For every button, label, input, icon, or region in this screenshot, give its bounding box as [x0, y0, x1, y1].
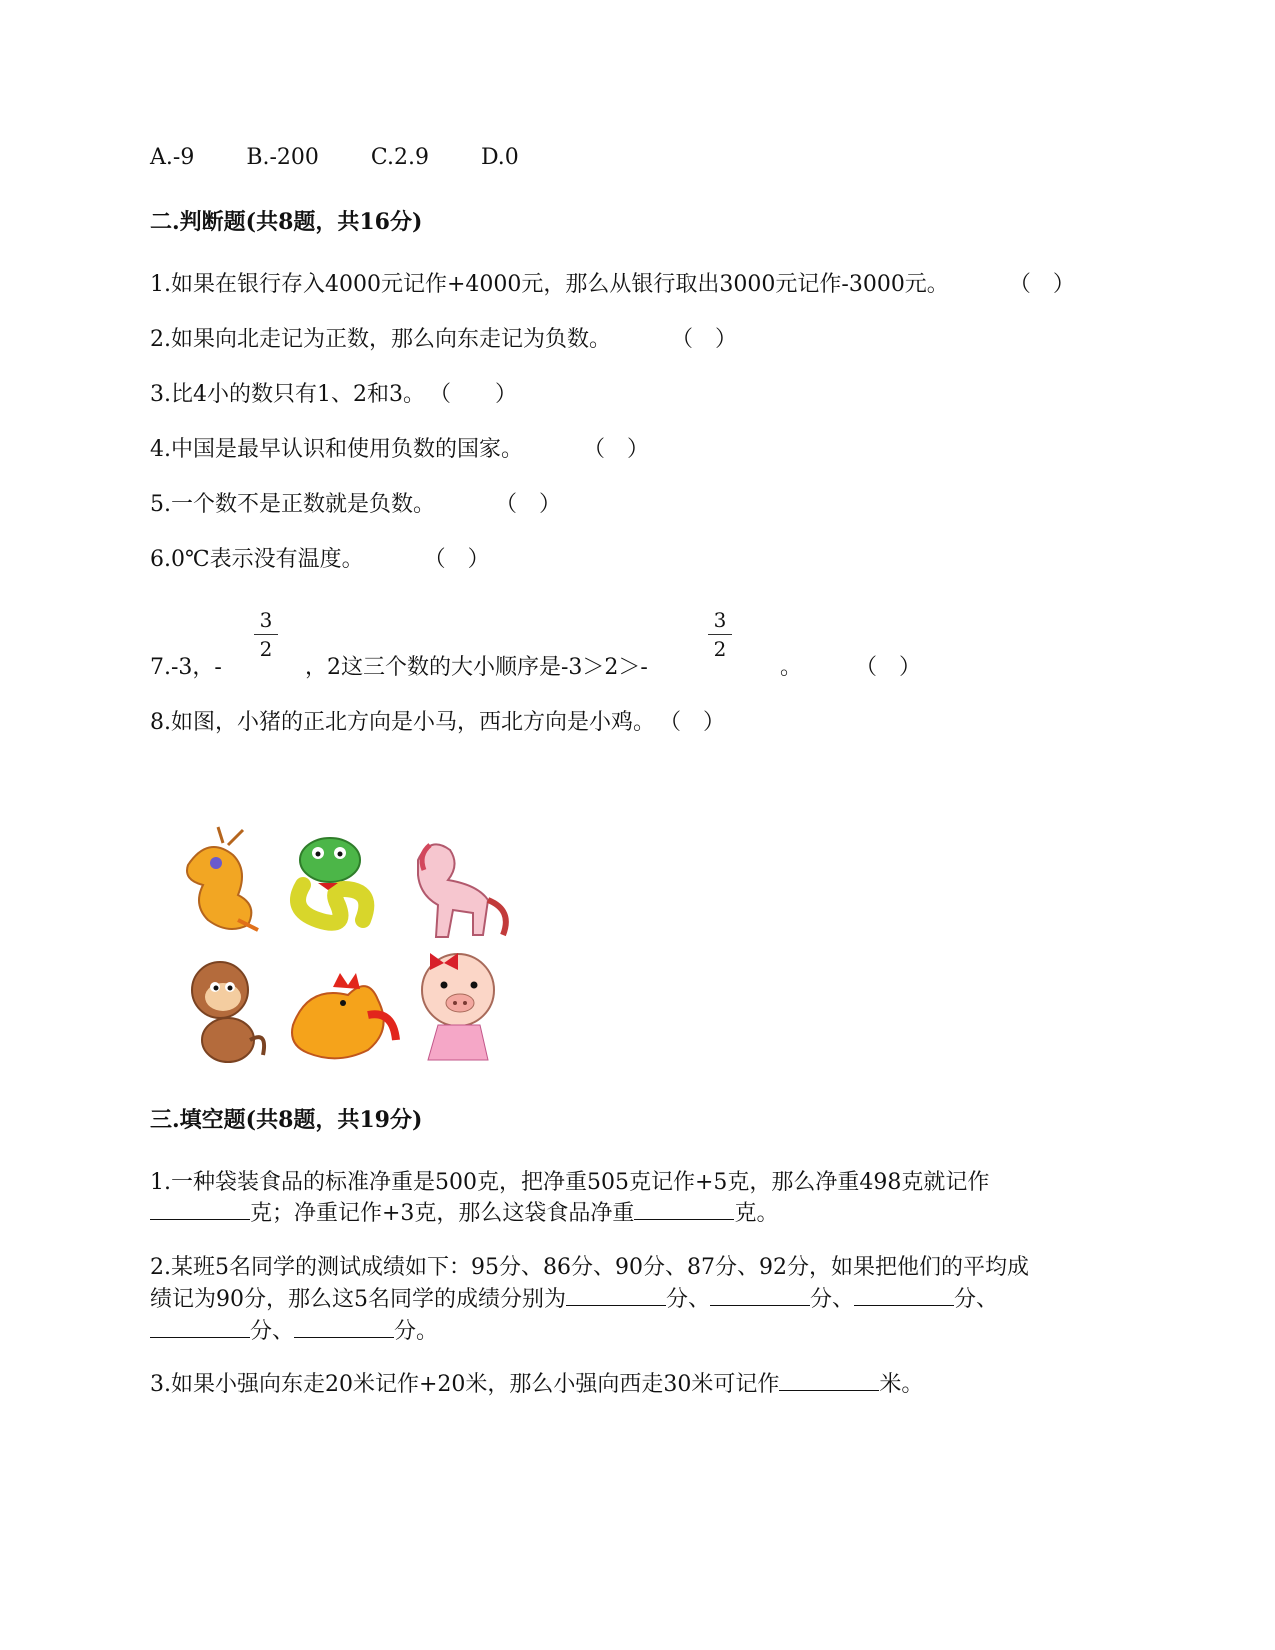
judgement-item	[150, 432, 649, 463]
fill-question-3	[150, 1367, 923, 1398]
horse-icon	[418, 844, 506, 937]
judgement-text: 6.0℃表示没有温度。	[150, 547, 364, 572]
fraction-bar	[254, 634, 278, 635]
answer-blank[interactable]	[779, 1368, 879, 1391]
judgement-text: 1.如果在银行存入4000元记作+4000元，那么从银行取出3000元记作-3000元。	[150, 272, 949, 297]
fraction-numerator: 3	[713, 608, 727, 632]
option-a: A.-9	[150, 145, 195, 170]
dragon-icon	[187, 827, 258, 930]
judgement-item	[150, 267, 1075, 298]
fill-text: 3.如果小强向东走20米记作+20米，那么小强向西走30米可记作	[150, 1372, 780, 1397]
section-title-judgement: 二.判断题(共8题，共16分)	[150, 209, 423, 235]
answer-parentheses[interactable]: （ ）	[855, 655, 922, 680]
answer-parentheses[interactable]: （ ）	[671, 327, 738, 352]
judgement-item	[150, 705, 725, 736]
judgement-text: 2.如果向北走记为正数，那么向东走记为负数。	[150, 327, 611, 352]
fill-text: 绩记为90分，那么这5名同学的成绩分别为	[150, 1287, 566, 1312]
judgement-text: 3.比4小的数只有1、2和3。	[150, 382, 425, 407]
monkey-icon	[192, 962, 264, 1062]
judgement-text: 4.中国是最早认识和使用负数的国家。	[150, 437, 523, 462]
judgement-item	[150, 377, 517, 408]
fraction-three-halves	[708, 608, 732, 661]
answer-parentheses[interactable]: （ ）	[495, 492, 562, 517]
answer-blank[interactable]	[150, 1197, 250, 1220]
judgement-text: 5.一个数不是正数就是负数。	[150, 492, 435, 517]
fill-question-2-line1: 2.某班5名同学的测试成绩如下：95分、86分、90分、87分、92分，如果把他们的平均成	[150, 1255, 1029, 1280]
judgement-text: 8.如图，小猪的正北方向是小马，西北方向是小鸡。	[150, 710, 655, 735]
answer-blank[interactable]	[854, 1283, 954, 1306]
answer-blank[interactable]	[294, 1315, 394, 1338]
option-b: B.-200	[246, 145, 319, 170]
option-c: C.2.9	[370, 145, 429, 170]
pig-icon	[422, 953, 494, 1060]
fill-question-2-line2	[150, 1282, 998, 1313]
answer-blank[interactable]	[634, 1197, 734, 1220]
fraction-bar	[708, 634, 732, 635]
fraction-denominator: 2	[713, 637, 727, 661]
fill-text: 克；净重记作+3克，那么这袋食品净重	[250, 1201, 635, 1226]
fill-text: 分、	[810, 1287, 855, 1312]
fraction-numerator: 3	[259, 608, 273, 632]
judgement-item	[150, 487, 561, 518]
answer-parentheses[interactable]: （ ）	[1008, 272, 1075, 297]
judgement-item	[150, 322, 737, 353]
fill-text: 米。	[879, 1372, 924, 1397]
fraction-denominator: 2	[259, 637, 273, 661]
rooster-icon	[292, 973, 396, 1058]
section-title-fill-in: 三.填空题(共8题，共19分)	[150, 1107, 423, 1133]
fill-text: 分、	[954, 1287, 999, 1312]
answer-blank[interactable]	[566, 1283, 666, 1306]
answer-parentheses[interactable]: （ ）	[423, 547, 490, 572]
fill-question-2-line3	[150, 1314, 438, 1345]
answer-parentheses[interactable]: （ ）	[583, 437, 650, 462]
fill-text: 分、	[250, 1319, 295, 1344]
answer-parentheses[interactable]: （ ）	[659, 710, 726, 735]
fill-question-1-line1: 1.一种袋装食品的标准净重是500克，把净重505克记作+5克，那么净重498克就记作	[150, 1170, 990, 1195]
fill-text: 分、	[666, 1287, 711, 1312]
zodiac-animals-image	[168, 825, 528, 1080]
answer-blank[interactable]	[710, 1283, 810, 1306]
judgement-item	[150, 542, 490, 573]
judgement-item-7-part3: 。	[780, 655, 803, 680]
fill-text: 克。	[734, 1201, 779, 1226]
fill-text: 分。	[394, 1319, 439, 1344]
judgement-item-7-part1: 7.-3，-	[150, 655, 222, 680]
answer-parentheses[interactable]: （ ）	[428, 382, 517, 407]
option-d: D.0	[480, 145, 519, 170]
fill-question-1-line2	[150, 1196, 778, 1227]
answer-options	[150, 145, 571, 170]
snake-icon	[298, 838, 366, 923]
fraction-three-halves	[254, 608, 278, 661]
judgement-item-7-part2: ，2这三个数的大小顺序是-3＞2＞-	[305, 655, 648, 680]
answer-blank[interactable]	[150, 1315, 250, 1338]
